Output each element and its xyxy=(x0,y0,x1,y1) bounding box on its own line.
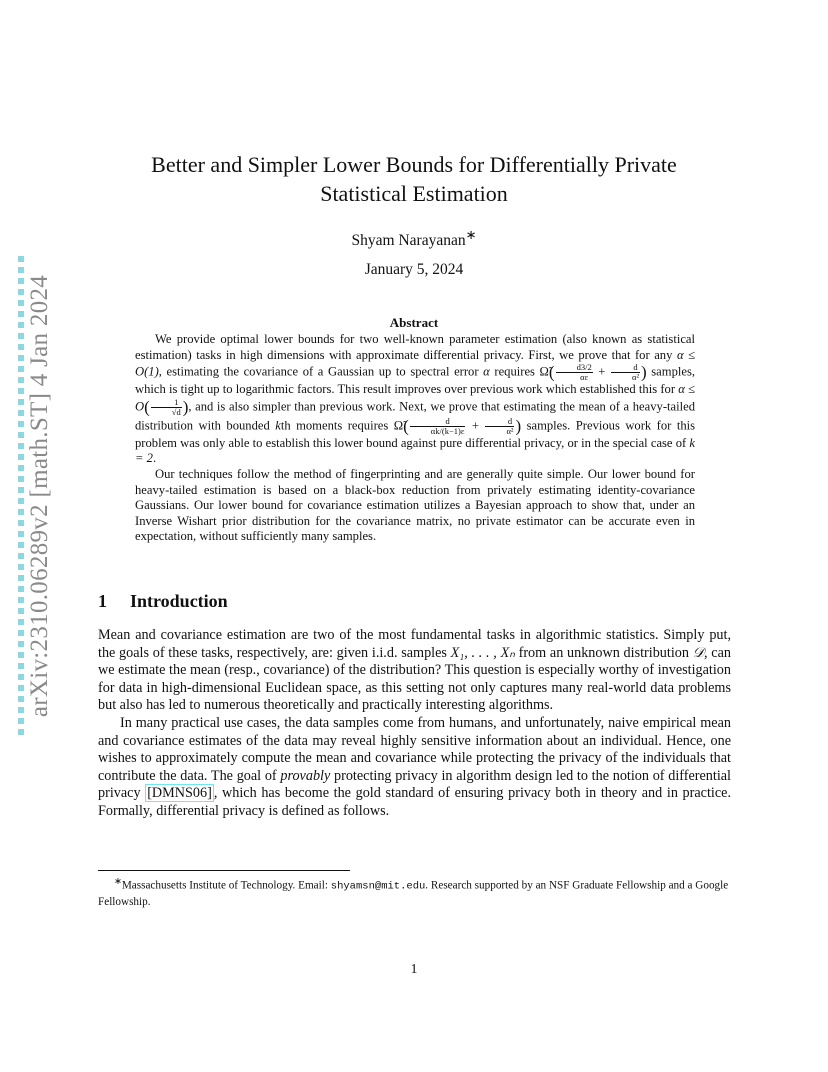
arxiv-identifier[interactable]: arXiv:2310.06289v2 [math.ST] 4 Jan 2024 xyxy=(26,274,53,718)
author-name: Shyam Narayanan xyxy=(351,232,466,250)
fraction: $\frac{d}{\alpha k/(k-1)\varepsilon}$ xyxy=(410,417,466,436)
email-link[interactable]: shyamsn@mit.edu xyxy=(330,880,426,893)
math-inline: X₁, . . . , Xₙ xyxy=(450,644,515,661)
abstract-heading: Abstract xyxy=(389,315,439,330)
fraction: $\frac{d3/2}{\alpha\varepsilon}$ xyxy=(556,363,593,382)
fraction: $\frac{d}{\text{α²}}$ xyxy=(611,363,640,382)
arxiv-dotted-band xyxy=(18,256,24,736)
page-number: 1 xyxy=(410,962,418,977)
title-line-2: Statistical Estimation xyxy=(320,181,508,206)
introduction-body xyxy=(98,627,731,821)
intro-paragraph-2: In many practical use cases, the data samples come from humans, and unfortunately, naive empirical mean and covariance estimates of the data may reveal highly sensitive information about an individual. Hence, one wishes to approximately compute the mean and covariance while protecting the privacy of the individuals that contribute the data. The goal of provably protecting privacy in algorithm design led to the notion of differential privacy [DMNS06] , which has become the gold standard of ensuring privacy both in theory and in practice. Formally, differential privacy is defined as follows. xyxy=(98,714,731,819)
math-inline: α xyxy=(483,364,490,379)
footnote-mark: ∗ xyxy=(114,877,122,887)
emphasis: provably xyxy=(280,767,331,784)
footnote: ∗Massachusetts Institute of Technology. Email: shyamsn@mit.edu. Research supported by an NSF Graduate Fellowship and a Google Fellowship. xyxy=(98,877,729,908)
fraction: $\frac{d}{\text{α²}}$ xyxy=(485,417,514,436)
section-heading xyxy=(98,591,228,612)
paper-date: January 5, 2024 xyxy=(364,261,464,278)
fraction: $\frac{1}{√d}$ xyxy=(151,398,182,417)
math-inline: 𝒟 xyxy=(692,644,705,661)
author-footnote-mark[interactable]: ∗ xyxy=(465,227,477,242)
section-number: 1 xyxy=(98,591,107,611)
citation-link[interactable]: [DMNS06] xyxy=(147,785,212,802)
abstract-paragraph-2: Our techniques follow the method of fingerprinting and are generally quite simple. Our lower bound for heavy-tailed estimation is based on a black-box reduction from privately estimating identity-covariance Gaussians. Our lower bound for covariance estimation utilizes a Bayesian approach to show that, under an Inverse Wishart prior distribution for the covariance matrix, no private estimator can be accurate even in expectation, without sufficiently many samples. xyxy=(135,466,695,544)
math-inline: k = 2 xyxy=(135,435,695,466)
title-line-1: Better and Simpler Lower Bounds for Differentially Private xyxy=(151,152,677,177)
math-inline: k xyxy=(275,418,281,433)
abstract-paragraph-1: We provide optimal lower bounds for two well-known parameter estimation (also known as statistical estimation) tasks in high dimensions with approximate differential privacy. First, we prove that for any α ≤ O(1), estimating the covariance of a Gaussian up to spectral error α requires Ω̃( $\frac{d3/2}{\alpha\varepsilon}$ + $\frac{d}{\text{α²}}$ ) samples, which is tight up to logarithmic factors. This result improves over previous work which established this for α ≤ O( $\frac{1}{√d}$ ), and is also simpler than previous work. Next, we prove that estimating the mean of a heavy-tailed distribution with bounded kth moments requires Ω̃( $\frac{d}{\alpha k/(k-1)\varepsilon}$ + $\frac{d}{\text{α²}}$ ) samples. Previous work for this problem was only able to establish this lower bound against pure differential privacy, or in the special case of k = 2. xyxy=(135,332,696,466)
footnote-rule xyxy=(98,870,350,871)
author xyxy=(100,227,728,250)
math-omega: Ω̃ xyxy=(539,364,549,379)
arxiv-stamp xyxy=(14,256,54,736)
section-title: Introduction xyxy=(130,591,228,611)
intro-paragraph-1: Mean and covariance estimation are two of the most fundamental tasks in algorithmic statistics. Simply put, the goals of these tasks, respectively, are: given i.i.d. samples X₁, . . . , Xₙ from an unknown distribution 𝒟, can we estimate the mean (resp., covariance) of the distribution? This question is especially worthy of investigation for data in high-dimensional Euclidean space, as this setting not only captures many real-world data problems but also has led to numerous theoretically and practically interesting algorithms. xyxy=(98,627,731,714)
paper-title xyxy=(100,150,728,208)
math-inline: α ≤ O xyxy=(135,382,695,414)
abstract-body xyxy=(135,332,695,545)
math-inline: α ≤ O(1) xyxy=(135,347,695,379)
